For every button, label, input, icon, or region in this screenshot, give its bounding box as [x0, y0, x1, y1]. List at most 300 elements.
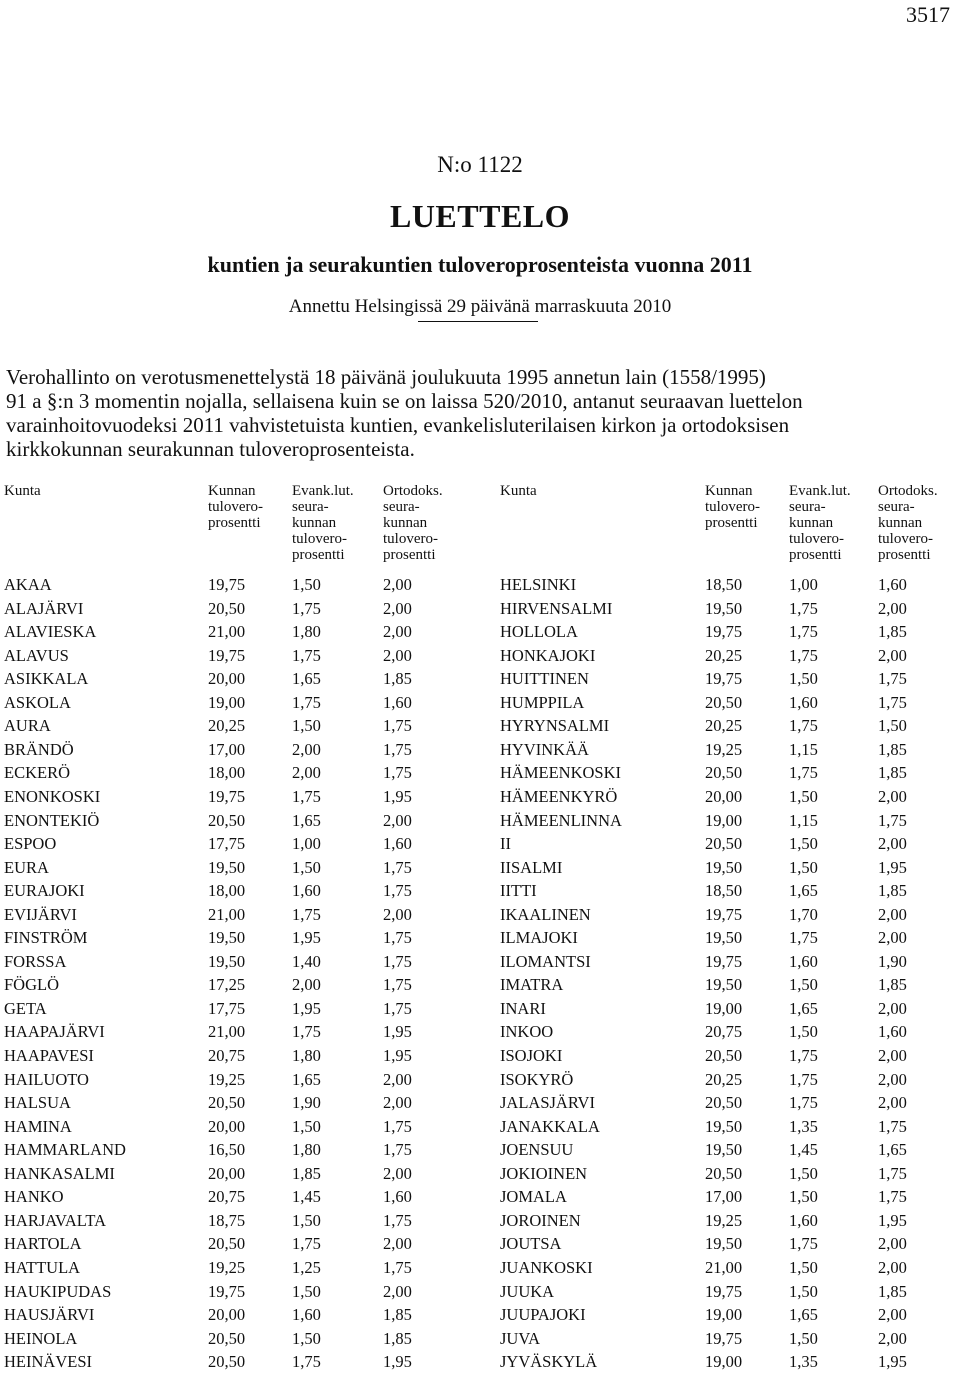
municipal-tax-rate: 19,50 — [208, 951, 246, 971]
municipal-tax-rate: 20,00 — [705, 786, 743, 806]
evangelical-parish-tax-rate: 1,70 — [789, 904, 818, 924]
orthodox-parish-tax-rate: 2,00 — [383, 1281, 412, 1301]
orthodox-parish-tax-rate: 1,85 — [878, 975, 907, 995]
municipality-name: IISALMI — [500, 857, 563, 877]
municipality-name: HYRYNSALMI — [500, 716, 610, 736]
orthodox-parish-tax-rate: 2,00 — [383, 645, 412, 665]
municipal-tax-rate: 16,50 — [208, 1140, 246, 1160]
municipality-name: JANAKKALA — [500, 1116, 600, 1136]
orthodox-parish-tax-rate: 1,75 — [383, 857, 412, 877]
document-subtitle: kuntien ja seurakuntien tuloveroprosenteista vuonna 2011 — [207, 252, 753, 277]
municipality-name: HEINÄVESI — [4, 1352, 92, 1372]
orthodox-parish-tax-rate: 2,00 — [878, 928, 907, 948]
municipal-tax-rate: 19,00 — [705, 1352, 743, 1372]
evangelical-parish-tax-rate: 1,50 — [292, 857, 321, 877]
intro-line: Verohallinto on verotusmenettelystä 18 päivänä joulukuuta 1995 annetun lain (1558/1995) — [6, 365, 766, 389]
municipality-name: HÄMEENKOSKI — [500, 763, 621, 783]
municipality-name: HAUSJÄRVI — [4, 1305, 95, 1325]
municipality-name: HAAPAVESI — [4, 1046, 94, 1065]
table-row — [0, 693, 960, 716]
table-row — [0, 834, 960, 857]
municipal-tax-rate: 21,00 — [208, 904, 246, 924]
evangelical-parish-tax-rate: 1,45 — [292, 1187, 321, 1207]
municipal-tax-rate: 19,25 — [705, 739, 743, 759]
municipal-tax-rate: 19,50 — [705, 975, 743, 995]
municipal-tax-rate: 20,50 — [208, 1352, 246, 1372]
table-row — [0, 646, 960, 669]
evangelical-parish-tax-rate: 1,75 — [789, 622, 818, 642]
evangelical-parish-tax-rate: 1,75 — [789, 645, 818, 665]
orthodox-parish-tax-rate: 2,00 — [878, 1328, 907, 1348]
document-title: LUETTELO — [389, 198, 571, 234]
municipality-name: HANKASALMI — [4, 1163, 115, 1183]
orthodox-parish-tax-rate: 1,60 — [383, 1187, 412, 1207]
municipality-name: INKOO — [500, 1022, 554, 1042]
municipality-name: ASKOLA — [4, 692, 71, 712]
municipality-name: HAMINA — [4, 1116, 72, 1136]
municipality-name: JUUPAJOKI — [500, 1305, 586, 1325]
municipal-tax-rate: 20,50 — [705, 1163, 743, 1183]
municipal-tax-rate: 19,75 — [705, 622, 743, 642]
evangelical-parish-tax-rate: 1,00 — [789, 575, 818, 594]
table-row — [0, 952, 960, 975]
evangelical-parish-tax-rate: 1,50 — [292, 1116, 321, 1136]
evangelical-parish-tax-rate: 1,50 — [292, 1210, 321, 1230]
municipal-tax-rate: 20,50 — [208, 598, 246, 618]
evangelical-parish-tax-rate: 1,45 — [789, 1140, 818, 1160]
evangelical-parish-tax-rate: 1,35 — [789, 1116, 818, 1136]
evangelical-parish-tax-rate: 1,75 — [789, 763, 818, 783]
municipality-name: HELSINKI — [500, 575, 577, 594]
municipal-tax-rate: 19,50 — [705, 598, 743, 618]
municipal-tax-rate: 20,50 — [208, 1093, 246, 1113]
evangelical-parish-tax-rate: 1,80 — [292, 1140, 321, 1160]
municipality-name: IKAALINEN — [500, 904, 591, 924]
table-row — [0, 1093, 960, 1116]
table-row — [0, 1046, 960, 1069]
municipal-tax-rate: 19,25 — [208, 1257, 246, 1277]
evangelical-parish-tax-rate: 1,65 — [292, 810, 321, 830]
orthodox-parish-tax-rate: 1,85 — [878, 739, 907, 759]
table-row — [0, 1352, 960, 1375]
table-row — [0, 1282, 960, 1305]
orthodox-parish-tax-rate: 1,95 — [878, 857, 907, 877]
orthodox-parish-tax-rate: 2,00 — [383, 598, 412, 618]
municipality-name: ENONTEKIÖ — [4, 810, 100, 830]
municipality-name: FORSSA — [4, 951, 67, 971]
municipal-tax-rate: 19,50 — [705, 857, 743, 877]
municipal-tax-rate: 19,00 — [208, 692, 246, 712]
municipality-name: IMATRA — [500, 975, 564, 995]
municipality-name: ISOKYRÖ — [500, 1069, 574, 1089]
evangelical-parish-tax-rate: 1,50 — [789, 834, 818, 854]
orthodox-parish-tax-rate: 2,00 — [878, 1305, 907, 1325]
table-row — [0, 881, 960, 904]
orthodox-parish-tax-rate: 2,00 — [878, 1046, 907, 1065]
municipality-name: AURA — [4, 716, 51, 736]
municipal-tax-rate: 20,50 — [705, 1046, 743, 1065]
municipality-name: HARJAVALTA — [4, 1210, 106, 1230]
municipality-name: HANKO — [4, 1187, 64, 1207]
municipality-name: HYVINKÄÄ — [500, 739, 589, 759]
orthodox-parish-tax-rate: 1,75 — [383, 951, 412, 971]
municipality-name: JUUKA — [500, 1281, 555, 1301]
evangelical-parish-tax-rate: 1,65 — [292, 1069, 321, 1089]
header-kunnan-right: Kunnan tulovero- prosentti — [705, 483, 760, 531]
municipality-name: EURAJOKI — [4, 881, 85, 901]
municipal-tax-rate: 19,50 — [705, 1116, 743, 1136]
orthodox-parish-tax-rate: 1,85 — [878, 881, 907, 901]
municipality-name: JOUTSA — [500, 1234, 562, 1254]
separator-rule — [418, 321, 538, 322]
municipal-tax-rate: 17,00 — [208, 739, 246, 759]
header-evank-left: Evank.lut. seura- kunnan tulovero- prosentti — [292, 483, 354, 563]
municipal-tax-rate: 21,00 — [208, 1022, 246, 1042]
orthodox-parish-tax-rate: 2,00 — [383, 575, 412, 594]
municipality-name: HALSUA — [4, 1093, 71, 1113]
municipality-name: ISOJOKI — [500, 1046, 563, 1065]
evangelical-parish-tax-rate: 1,65 — [789, 998, 818, 1018]
municipal-tax-rate: 20,25 — [705, 1069, 743, 1089]
municipality-name: IITTI — [500, 881, 537, 901]
evangelical-parish-tax-rate: 1,65 — [292, 669, 321, 689]
table-row — [0, 1329, 960, 1352]
municipal-tax-rate: 20,00 — [208, 1116, 246, 1136]
municipality-name: FINSTRÖM — [4, 928, 88, 948]
municipal-tax-rate: 18,00 — [208, 763, 246, 783]
evangelical-parish-tax-rate: 1,80 — [292, 622, 321, 642]
municipality-name: JUVA — [500, 1328, 541, 1348]
evangelical-parish-tax-rate: 1,95 — [292, 998, 321, 1018]
orthodox-parish-tax-rate: 2,00 — [878, 904, 907, 924]
municipal-tax-rate: 18,00 — [208, 881, 246, 901]
orthodox-parish-tax-rate: 2,00 — [383, 622, 412, 642]
evangelical-parish-tax-rate: 1,75 — [292, 904, 321, 924]
table-row — [0, 999, 960, 1022]
orthodox-parish-tax-rate: 1,60 — [383, 834, 412, 854]
orthodox-parish-tax-rate: 1,75 — [383, 1116, 412, 1136]
municipal-tax-rate: 20,50 — [705, 1093, 743, 1113]
evangelical-parish-tax-rate: 1,50 — [789, 1022, 818, 1042]
orthodox-parish-tax-rate: 2,00 — [878, 786, 907, 806]
evangelical-parish-tax-rate: 1,75 — [789, 598, 818, 618]
municipal-tax-rate: 19,75 — [705, 951, 743, 971]
orthodox-parish-tax-rate: 1,75 — [383, 975, 412, 995]
page-number: 3517 — [906, 2, 950, 27]
header-kunnan-left: Kunnan tulovero- prosentti — [208, 483, 263, 531]
evangelical-parish-tax-rate: 1,25 — [292, 1257, 321, 1277]
orthodox-parish-tax-rate: 1,75 — [878, 692, 907, 712]
intro-line: varainhoitovuodeksi 2011 vahvistetuista kuntien, evankelisluterilaisen kirkon ja ortodoksisen — [6, 413, 790, 437]
header-ortodoks-right: Ortodoks. seura- kunnan tulovero- prosentti — [878, 483, 938, 563]
municipal-tax-rate: 20,75 — [705, 1022, 743, 1042]
evangelical-parish-tax-rate: 1,50 — [789, 669, 818, 689]
evangelical-parish-tax-rate: 1,60 — [789, 951, 818, 971]
table-row — [0, 928, 960, 951]
municipality-name: ILMAJOKI — [500, 928, 578, 948]
orthodox-parish-tax-rate: 1,95 — [383, 1046, 412, 1065]
orthodox-parish-tax-rate: 1,75 — [383, 1140, 412, 1160]
orthodox-parish-tax-rate: 1,75 — [878, 669, 907, 689]
evangelical-parish-tax-rate: 1,50 — [292, 1328, 321, 1348]
municipality-name: JOKIOINEN — [500, 1163, 588, 1183]
municipal-tax-rate: 20,50 — [705, 692, 743, 712]
municipal-tax-rate: 20,75 — [208, 1187, 246, 1207]
municipality-name: ESPOO — [4, 834, 57, 854]
evangelical-parish-tax-rate: 1,75 — [789, 1093, 818, 1113]
municipal-tax-rate: 19,50 — [208, 928, 246, 948]
evangelical-parish-tax-rate: 1,65 — [789, 881, 818, 901]
orthodox-parish-tax-rate: 1,75 — [383, 716, 412, 736]
municipality-name: ALAVIESKA — [4, 622, 97, 642]
municipality-name: EVIJÄRVI — [4, 904, 77, 924]
evangelical-parish-tax-rate: 1,75 — [789, 716, 818, 736]
orthodox-parish-tax-rate: 2,00 — [878, 1234, 907, 1254]
municipal-tax-rate: 18,75 — [208, 1210, 246, 1230]
evangelical-parish-tax-rate: 1,50 — [789, 1257, 818, 1277]
intro-paragraph — [6, 365, 958, 461]
evangelical-parish-tax-rate: 1,75 — [292, 645, 321, 665]
municipal-tax-rate: 19,00 — [705, 810, 743, 830]
table-row — [0, 1070, 960, 1093]
orthodox-parish-tax-rate: 2,00 — [878, 1093, 907, 1113]
evangelical-parish-tax-rate: 1,50 — [789, 1328, 818, 1348]
orthodox-parish-tax-rate: 1,85 — [383, 1305, 412, 1325]
orthodox-parish-tax-rate: 1,95 — [383, 1022, 412, 1042]
municipal-tax-rate: 20,25 — [705, 716, 743, 736]
orthodox-parish-tax-rate: 2,00 — [383, 1093, 412, 1113]
evangelical-parish-tax-rate: 1,90 — [292, 1093, 321, 1113]
orthodox-parish-tax-rate: 1,95 — [383, 1352, 412, 1372]
orthodox-parish-tax-rate: 1,85 — [383, 1328, 412, 1348]
evangelical-parish-tax-rate: 1,75 — [292, 1352, 321, 1372]
municipality-name: HÄMEENLINNA — [500, 810, 622, 830]
municipal-tax-rate: 20,00 — [208, 669, 246, 689]
orthodox-parish-tax-rate: 2,00 — [383, 904, 412, 924]
municipality-name: JOROINEN — [500, 1210, 581, 1230]
evangelical-parish-tax-rate: 1,75 — [292, 692, 321, 712]
orthodox-parish-tax-rate: 1,75 — [878, 810, 907, 830]
municipal-tax-rate: 20,50 — [208, 1328, 246, 1348]
municipal-tax-rate: 19,00 — [705, 1305, 743, 1325]
municipality-name: JALASJÄRVI — [500, 1093, 595, 1113]
municipality-name: FÖGLÖ — [4, 975, 60, 995]
header-evank-right: Evank.lut. seura- kunnan tulovero- prosentti — [789, 483, 851, 563]
municipal-tax-rate: 20,75 — [208, 1046, 246, 1065]
municipality-name: HAAPAJÄRVI — [4, 1022, 105, 1042]
table-row — [0, 669, 960, 692]
evangelical-parish-tax-rate: 1,75 — [292, 1234, 321, 1254]
orthodox-parish-tax-rate: 1,60 — [878, 1022, 907, 1042]
evangelical-parish-tax-rate: 1,15 — [789, 810, 818, 830]
municipality-name: II — [500, 834, 511, 854]
municipal-tax-rate: 20,50 — [208, 810, 246, 830]
municipal-tax-rate: 20,50 — [705, 763, 743, 783]
table-row — [0, 1022, 960, 1045]
orthodox-parish-tax-rate: 2,00 — [878, 598, 907, 618]
municipal-tax-rate: 19,25 — [705, 1210, 743, 1230]
evangelical-parish-tax-rate: 1,50 — [789, 786, 818, 806]
municipality-name: HATTULA — [4, 1257, 81, 1277]
orthodox-parish-tax-rate: 2,00 — [383, 1234, 412, 1254]
header-kunta-left: Kunta — [4, 483, 41, 499]
municipality-name: BRÄNDÖ — [4, 739, 74, 759]
municipality-name: HOLLOLA — [500, 622, 578, 642]
municipal-tax-rate: 20,00 — [208, 1305, 246, 1325]
municipality-name: ECKERÖ — [4, 763, 70, 783]
orthodox-parish-tax-rate: 1,75 — [878, 1187, 907, 1207]
municipal-tax-rate: 19,75 — [208, 1281, 246, 1301]
evangelical-parish-tax-rate: 1,00 — [292, 834, 321, 854]
evangelical-parish-tax-rate: 1,50 — [789, 975, 818, 995]
evangelical-parish-tax-rate: 1,60 — [789, 1210, 818, 1230]
municipal-tax-rate: 20,50 — [705, 834, 743, 854]
orthodox-parish-tax-rate: 1,95 — [383, 786, 412, 806]
municipality-name: EURA — [4, 857, 49, 877]
evangelical-parish-tax-rate: 1,65 — [789, 1305, 818, 1325]
table-row — [0, 1117, 960, 1140]
orthodox-parish-tax-rate: 1,75 — [383, 881, 412, 901]
municipal-tax-rate: 20,50 — [208, 1234, 246, 1254]
evangelical-parish-tax-rate: 1,60 — [292, 881, 321, 901]
orthodox-parish-tax-rate: 1,75 — [383, 1210, 412, 1230]
table-row — [0, 1234, 960, 1257]
municipal-tax-rate: 17,25 — [208, 975, 246, 995]
evangelical-parish-tax-rate: 1,40 — [292, 951, 321, 971]
orthodox-parish-tax-rate: 1,75 — [383, 739, 412, 759]
orthodox-parish-tax-rate: 1,85 — [878, 1281, 907, 1301]
orthodox-parish-tax-rate: 1,85 — [383, 669, 412, 689]
table-row — [0, 1187, 960, 1210]
orthodox-parish-tax-rate: 1,95 — [878, 1210, 907, 1230]
intro-line: kirkkokunnan seurakunnan tuloveroprosenteista. — [6, 437, 415, 461]
issued-date: Annettu Helsingissä 29 päivänä marraskuuta 2010 — [288, 296, 672, 317]
orthodox-parish-tax-rate: 2,00 — [878, 1069, 907, 1089]
table-row — [0, 1211, 960, 1234]
table-row — [0, 1258, 960, 1281]
orthodox-parish-tax-rate: 1,75 — [383, 928, 412, 948]
evangelical-parish-tax-rate: 1,75 — [292, 786, 321, 806]
municipal-tax-rate: 20,00 — [208, 1163, 246, 1183]
orthodox-parish-tax-rate: 1,85 — [878, 622, 907, 642]
municipality-name: GETA — [4, 998, 47, 1018]
orthodox-parish-tax-rate: 1,90 — [878, 951, 907, 971]
evangelical-parish-tax-rate: 1,50 — [789, 1163, 818, 1183]
orthodox-parish-tax-rate: 1,75 — [383, 1257, 412, 1277]
municipal-tax-rate: 19,75 — [208, 645, 246, 665]
municipality-name: HEINOLA — [4, 1328, 78, 1348]
municipality-name: HIRVENSALMI — [500, 598, 613, 618]
evangelical-parish-tax-rate: 1,75 — [789, 1234, 818, 1254]
municipal-tax-rate: 19,50 — [208, 857, 246, 877]
evangelical-parish-tax-rate: 1,60 — [789, 692, 818, 712]
municipality-name: HAILUOTO — [4, 1069, 89, 1089]
table-row — [0, 716, 960, 739]
orthodox-parish-tax-rate: 2,00 — [383, 1069, 412, 1089]
municipal-tax-rate: 19,75 — [705, 1281, 743, 1301]
table-row — [0, 763, 960, 786]
evangelical-parish-tax-rate: 1,50 — [292, 1281, 321, 1301]
table-row — [0, 1164, 960, 1187]
municipality-name: HÄMEENKYRÖ — [500, 786, 618, 806]
municipal-tax-rate: 18,50 — [705, 575, 743, 594]
orthodox-parish-tax-rate: 2,00 — [383, 1163, 412, 1183]
evangelical-parish-tax-rate: 1,75 — [292, 1022, 321, 1042]
municipal-tax-rate: 19,75 — [208, 786, 246, 806]
municipality-name: HARTOLA — [4, 1234, 82, 1254]
evangelical-parish-tax-rate: 2,00 — [292, 975, 321, 995]
orthodox-parish-tax-rate: 1,75 — [878, 1116, 907, 1136]
table-row — [0, 858, 960, 881]
municipal-tax-rate: 17,00 — [705, 1187, 743, 1207]
evangelical-parish-tax-rate: 1,60 — [292, 1305, 321, 1325]
municipality-name: AKAA — [4, 575, 52, 594]
evangelical-parish-tax-rate: 1,50 — [292, 716, 321, 736]
orthodox-parish-tax-rate: 2,00 — [878, 834, 907, 854]
header-ortodoks-left: Ortodoks. seura- kunnan tulovero- prosentti — [383, 483, 443, 563]
evangelical-parish-tax-rate: 1,15 — [789, 739, 818, 759]
evangelical-parish-tax-rate: 1,50 — [789, 1281, 818, 1301]
table-row — [0, 622, 960, 645]
table-row — [0, 575, 960, 598]
municipal-tax-rate: 19,50 — [705, 928, 743, 948]
municipality-name: HAUKIPUDAS — [4, 1281, 112, 1301]
municipality-name: JUANKOSKI — [500, 1257, 593, 1277]
orthodox-parish-tax-rate: 1,75 — [878, 1163, 907, 1183]
orthodox-parish-tax-rate: 1,60 — [878, 575, 907, 594]
evangelical-parish-tax-rate: 2,00 — [292, 763, 321, 783]
evangelical-parish-tax-rate: 1,50 — [789, 1187, 818, 1207]
orthodox-parish-tax-rate: 1,95 — [878, 1352, 907, 1372]
orthodox-parish-tax-rate: 1,60 — [383, 692, 412, 712]
municipal-tax-rate: 20,25 — [705, 645, 743, 665]
municipal-tax-rate: 20,25 — [208, 716, 246, 736]
evangelical-parish-tax-rate: 2,00 — [292, 739, 321, 759]
evangelical-parish-tax-rate: 1,75 — [292, 598, 321, 618]
municipal-tax-rate: 19,50 — [705, 1234, 743, 1254]
table-row — [0, 975, 960, 998]
table-row — [0, 1140, 960, 1163]
orthodox-parish-tax-rate: 2,00 — [878, 998, 907, 1018]
municipality-name: ALAVUS — [4, 645, 69, 665]
evangelical-parish-tax-rate: 1,85 — [292, 1163, 321, 1183]
municipality-name: HAMMARLAND — [4, 1140, 126, 1160]
municipality-name: HONKAJOKI — [500, 645, 596, 665]
orthodox-parish-tax-rate: 2,00 — [878, 1257, 907, 1277]
municipality-name: HUITTINEN — [500, 669, 589, 689]
municipal-tax-rate: 21,00 — [705, 1257, 743, 1277]
orthodox-parish-tax-rate: 1,85 — [878, 763, 907, 783]
municipal-tax-rate: 19,75 — [705, 904, 743, 924]
municipal-tax-rate: 18,50 — [705, 881, 743, 901]
municipal-tax-rate: 19,75 — [208, 575, 246, 594]
table-row — [0, 787, 960, 810]
municipality-name: JOENSUU — [500, 1140, 574, 1160]
evangelical-parish-tax-rate: 1,75 — [789, 928, 818, 948]
table-row — [0, 905, 960, 928]
municipal-tax-rate: 19,75 — [705, 669, 743, 689]
municipal-tax-rate: 19,75 — [705, 1328, 743, 1348]
municipality-name: JYVÄSKYLÄ — [500, 1352, 598, 1372]
table-row — [0, 811, 960, 834]
evangelical-parish-tax-rate: 1,75 — [789, 1069, 818, 1089]
municipal-tax-rate: 19,50 — [705, 1140, 743, 1160]
municipal-tax-rate: 21,00 — [208, 622, 246, 642]
document-number: N:o 1122 — [437, 152, 523, 177]
table-row — [0, 740, 960, 763]
evangelical-parish-tax-rate: 1,50 — [789, 857, 818, 877]
evangelical-parish-tax-rate: 1,80 — [292, 1046, 321, 1065]
